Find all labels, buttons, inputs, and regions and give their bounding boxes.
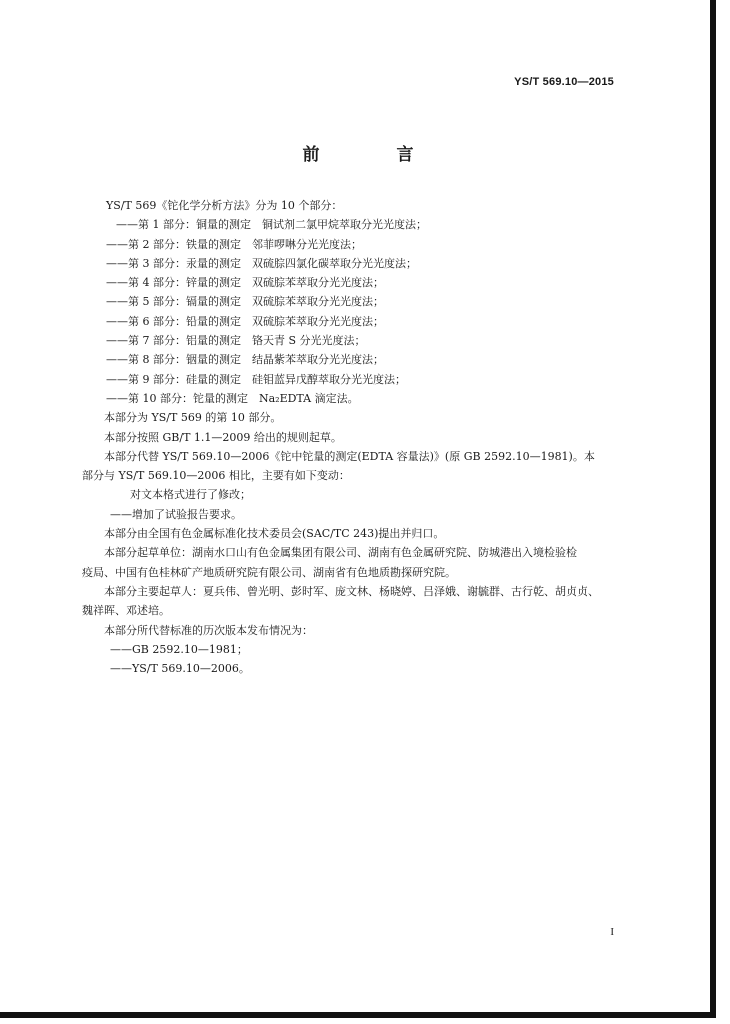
part-item-6: ——第 6 部分：铅量的测定 双硫腙苯萃取分光光度法； xyxy=(106,314,384,328)
paragraph-drafters-line-2: 魏祥晖、邓述培。 xyxy=(82,604,170,618)
part-item-4: ——第 4 部分：锌量的测定 双硫腙苯萃取分光光度法； xyxy=(106,276,384,290)
standard-code: YS/T 569.10—2015 xyxy=(514,76,614,88)
part-item-9: ——第 9 部分：硅量的测定 硅钼蓝异戊醇萃取分光光度法； xyxy=(106,372,406,386)
paragraph-drafters-line-1: 本部分主要起草人：夏兵伟、曾光明、彭时军、庞文林、杨晓婷、吕泽娥、谢毓群、古行乾、胡贞贞、 xyxy=(104,584,599,598)
paragraph-drafting-rules: 本部分按照 GB/T 1.1—2009 给出的规则起草。 xyxy=(104,430,342,444)
history-item-2: ——YS/T 569.10—2006。 xyxy=(110,662,250,676)
paragraph-drafting-units-line-1: 本部分起草单位：湖南水口山有色金属集团有限公司、湖南有色金属研究院、防城港出入境检验检 xyxy=(104,546,577,560)
paragraph-history-intro: 本部分所代替标准的历次版本发布情况为： xyxy=(104,623,313,637)
page-number: I xyxy=(610,926,614,938)
foreword-body xyxy=(82,196,636,678)
part-item-7: ——第 7 部分：铝量的测定 铬天青 S 分光光度法； xyxy=(106,334,366,348)
intro-line: YS/T 569《铊化学分析方法》分为 10 个部分： xyxy=(106,199,343,212)
page-title: 前 言 xyxy=(302,145,444,165)
paragraph-replaces-line-2: 部分与 YS/T 569.10—2006 相比，主要有如下变动： xyxy=(82,469,350,483)
change-item-report: ——增加了试验报告要求。 xyxy=(110,507,242,521)
paragraph-proposed-by: 本部分由全国有色金属标准化技术委员会(SAC/TC 243)提出并归口。 xyxy=(104,527,445,541)
part-item-8: ——第 8 部分：铟量的测定 结晶紫苯萃取分光光度法； xyxy=(106,353,384,367)
change-item-format: 对文本格式进行了修改； xyxy=(130,488,251,502)
paragraph-drafting-units-line-2: 疫局、中国有色桂林矿产地质研究院有限公司、湖南省有色地质勘探研究院。 xyxy=(82,565,456,579)
part-item-1: ——第 1 部分：铜量的测定 铜试剂二氯甲烷萃取分光光度法； xyxy=(116,218,427,232)
part-item-5: ——第 5 部分：镉量的测定 双硫腙苯萃取分光光度法； xyxy=(106,295,384,309)
part-item-3: ——第 3 部分：汞量的测定 双硫腙四氯化碳萃取分光光度法； xyxy=(106,256,417,270)
part-item-2: ——第 2 部分：铁量的测定 邻菲啰啉分光光度法； xyxy=(106,237,362,251)
history-item-1: ——GB 2592.10—1981； xyxy=(110,642,248,656)
paragraph-replaces-line-1: 本部分代替 YS/T 569.10—2006《铊中铊量的测定(EDTA 容量法)》(原 GB 2592.10—1981)。本 xyxy=(104,449,595,463)
paragraph-part-number: 本部分为 YS/T 569 的第 10 部分。 xyxy=(104,411,282,425)
part-item-10: ——第 10 部分：铊量的测定 Na₂EDTA 滴定法。 xyxy=(106,391,359,405)
